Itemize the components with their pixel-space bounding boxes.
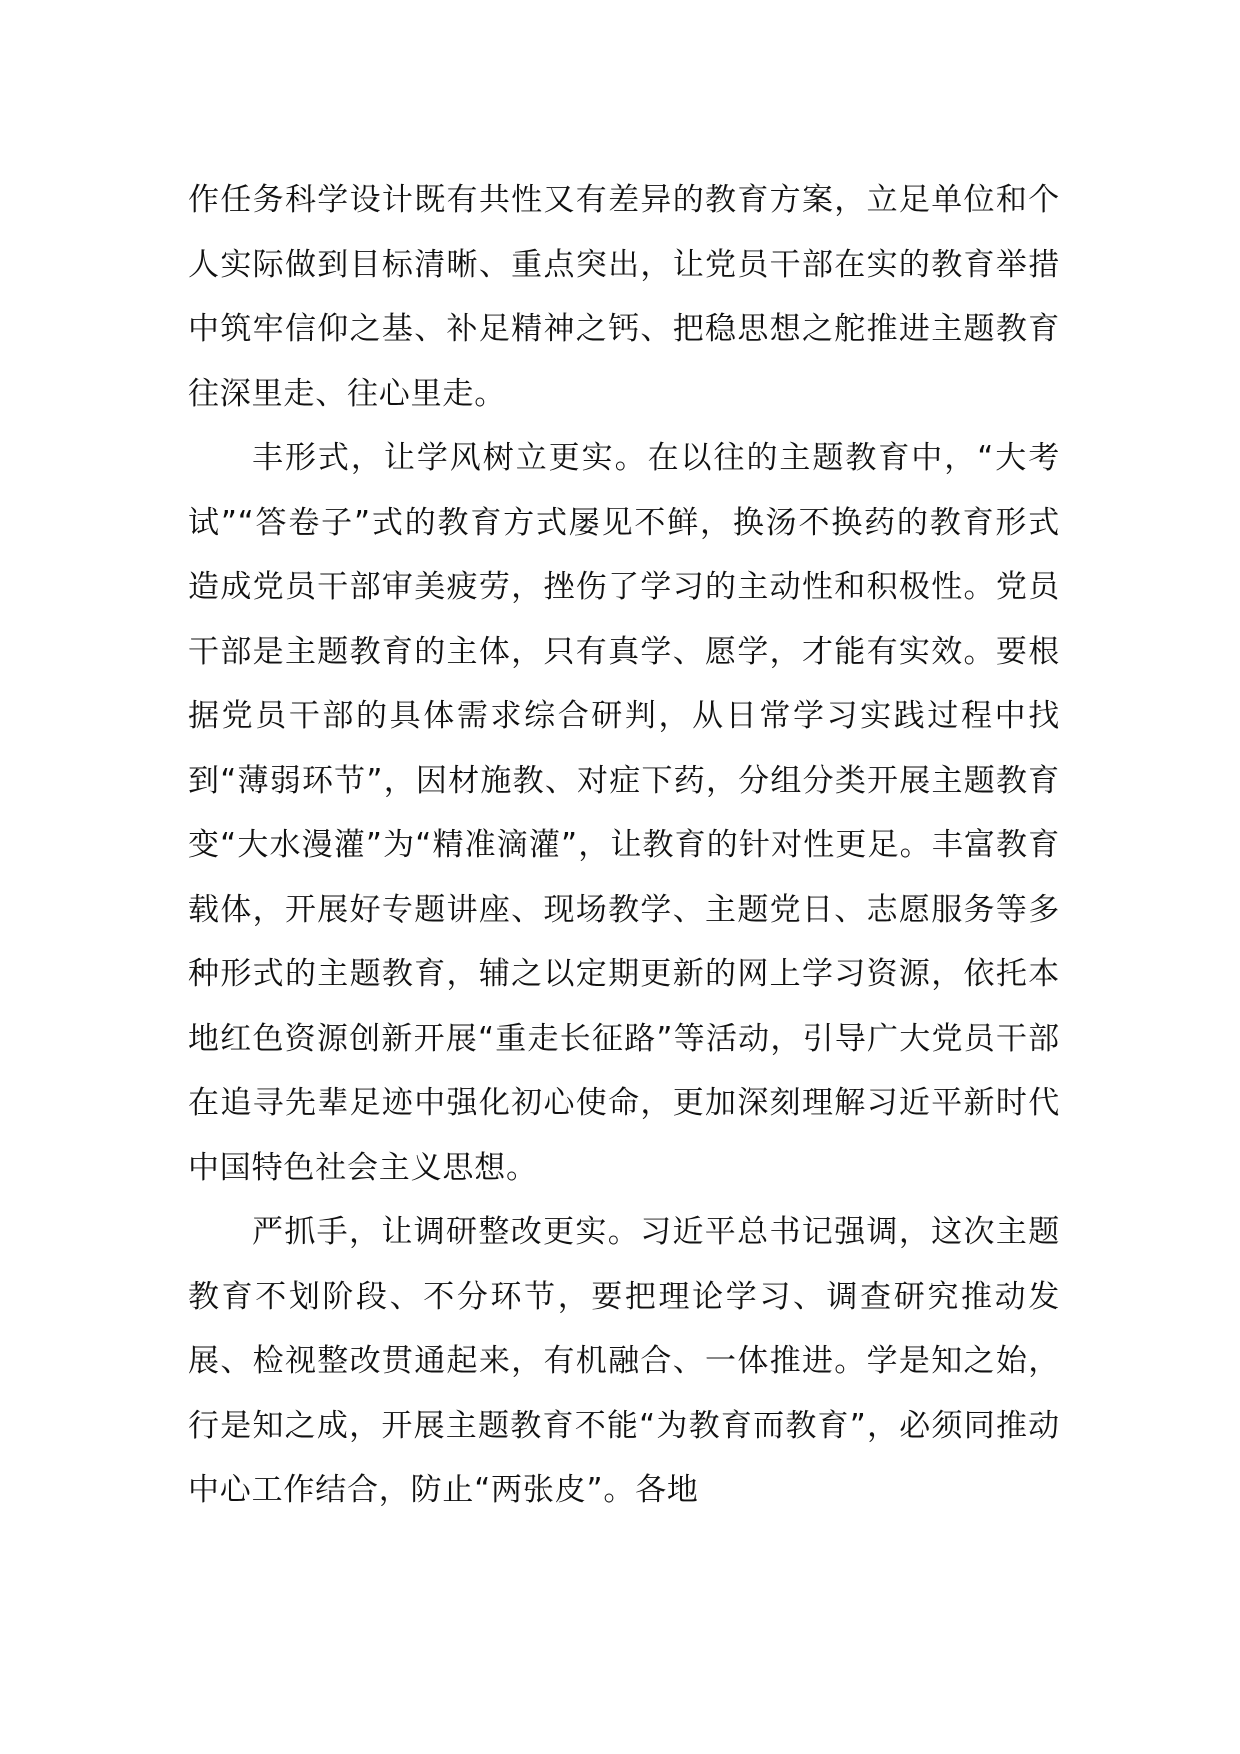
paragraph-continuation: 作任务科学设计既有共性又有差异的教育方案，立足单位和个人实际做到目标清晰、重点突出，让党员干部在实的教育举措中筑牢信仰之基、补足精神之钙、把稳思想之舵推进主题教育往深里走、往心里走。 [188, 182, 1060, 412]
paragraph-rich-forms: 丰形式，让学风树立更实。在以往的主题教育中，“大考试”“答卷子”式的教育方式屡见不鲜，换汤不换药的教育形式造成党员干部审美疲劳，挫伤了学习的主动性和积极性。党员干部是主题教育的主体，只有真学、愿学，才能有实效。要根据党员干部的具体需求综合研判，从日常学习实践过程中找到“薄弱环节”，因材施教、对症下药，分组分类开展主题教育变“大水漫灌”为“精准滴灌”，让教育的针对性更足。丰富教育载体，开展好专题讲座、现场教学、主题党日、志愿服务等多种形式的主题教育，辅之以定期更新的网上学习资源，依托本地红色资源创新开展“重走长征路”等活动，引导广大党员干部在追寻先辈足迹中强化初心使命，更加深刻理解习近平新时代中国特色社会主义思想。 [188, 440, 1060, 1186]
paragraph-strict-grip: 严抓手，让调研整改更实。习近平总书记强调，这次主题教育不划阶段、不分环节，要把理论学习、调查研究推动发展、检视整改贯通起来，有机融合、一体推进。学是知之始，行是知之成，开展主题教育不能“为教育而教育”，必须同推动中心工作结合，防止“两张皮”。各地 [188, 1214, 1060, 1508]
document-body [188, 168, 1060, 1523]
